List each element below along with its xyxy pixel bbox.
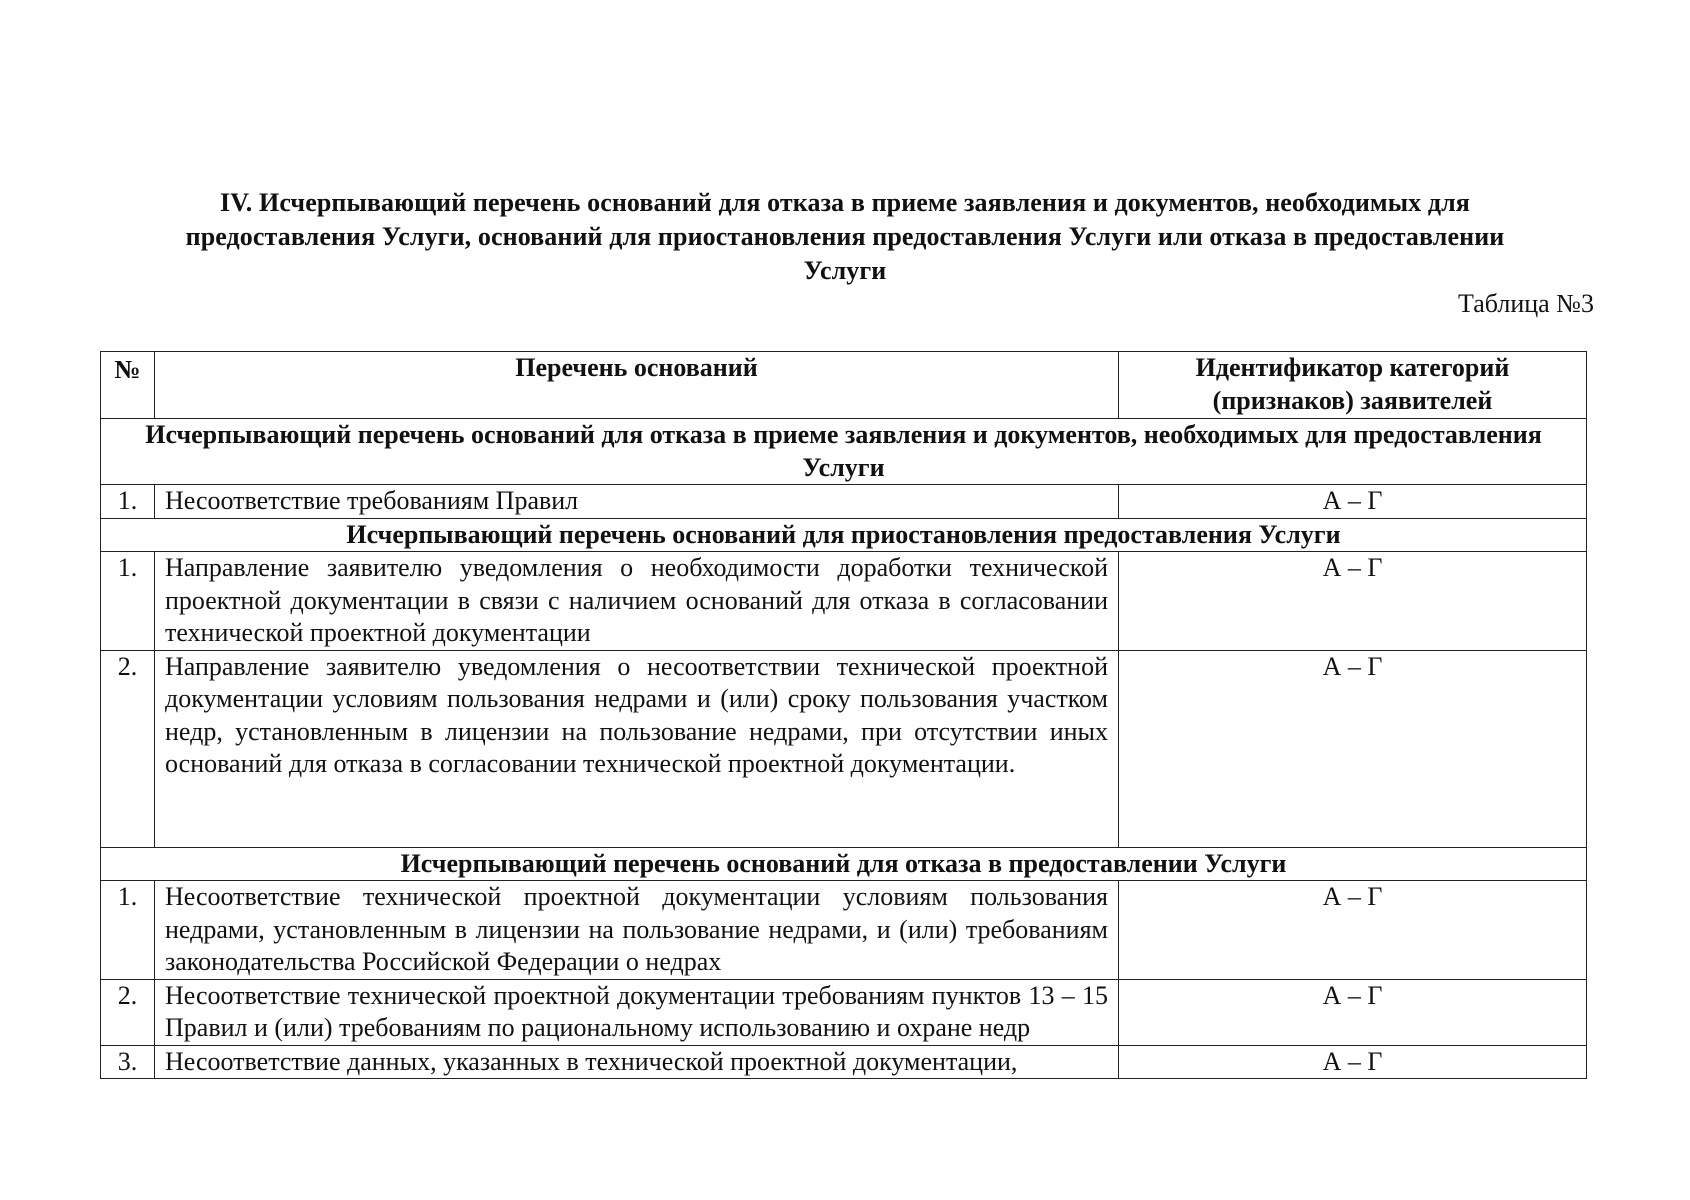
table-row <box>101 552 1587 651</box>
header-grounds: Перечень оснований <box>155 352 1119 419</box>
table-row <box>101 979 1587 1045</box>
row-number: 3. <box>101 1045 155 1079</box>
header-number: № <box>101 352 155 419</box>
section-row-intake-refusal <box>101 419 1587 485</box>
section-title: Исчерпывающий перечень оснований для отказа в предоставлении Услуги <box>101 847 1587 881</box>
heading-line-1: IV. Исчерпывающий перечень оснований для отказа в приеме заявления и документов, необходимых для <box>220 188 1470 217</box>
row-number: 1. <box>101 485 155 519</box>
grounds-table <box>100 351 1587 1079</box>
row-category: А – Г <box>1119 650 1587 847</box>
row-text: Несоответствие требованиям Правил <box>155 485 1119 519</box>
row-text: Несоответствие технической проектной документации условиям пользования недрами, установленным в лицензии на пользование недрами, и (или) требованиям законодательства Российской Федерации о недрах <box>155 881 1119 980</box>
table-row <box>101 881 1587 980</box>
header-category: Идентификатор категорий (признаков) заявителей <box>1119 352 1587 419</box>
row-category: А – Г <box>1119 552 1587 651</box>
row-text: Несоответствие данных, указанных в технической проектной документации, <box>155 1045 1119 1079</box>
row-number: 1. <box>101 881 155 980</box>
section-title: Исчерпывающий перечень оснований для приостановления предоставления Услуги <box>101 518 1587 552</box>
row-category: А – Г <box>1119 1045 1587 1079</box>
section-heading <box>120 186 1570 288</box>
table-row <box>101 1045 1587 1079</box>
section-title: Исчерпывающий перечень оснований для отказа в приеме заявления и документов, необходимых для предоставления Услуги <box>101 419 1587 485</box>
section-row-service-refusal <box>101 847 1587 881</box>
section-row-suspension <box>101 518 1587 552</box>
row-text: Направление заявителю уведомления о необходимости доработки технической проектной документации в связи с наличием оснований для отказа в согласовании технической проектной документации <box>155 552 1119 651</box>
heading-line-2: предоставления Услуги, оснований для приостановления предоставления Услуги или отказа в предоставлении <box>185 222 1505 251</box>
row-category: А – Г <box>1119 881 1587 980</box>
table-header-row <box>101 352 1587 419</box>
row-number: 1. <box>101 552 155 651</box>
row-number: 2. <box>101 979 155 1045</box>
row-number: 2. <box>101 650 155 847</box>
row-category: А – Г <box>1119 485 1587 519</box>
row-text: Направление заявителю уведомления о несоответствии технической проектной документации условиям пользования недрами и (или) сроку пользования участком недр, установленным в лицензии на пользование недрами, при отсутствии иных оснований для отказа в согласовании технической проектной документации. <box>155 650 1119 847</box>
row-category: А – Г <box>1119 979 1587 1045</box>
table-number-label: Таблица №3 <box>1457 289 1594 318</box>
table-row <box>101 650 1587 847</box>
row-text: Несоответствие технической проектной документации требованиям пунктов 13 – 15 Правил и (или) требованиям по рациональному использованию и охране недр <box>155 979 1119 1045</box>
heading-line-3: Услуги <box>803 256 887 285</box>
table-row <box>101 485 1587 519</box>
